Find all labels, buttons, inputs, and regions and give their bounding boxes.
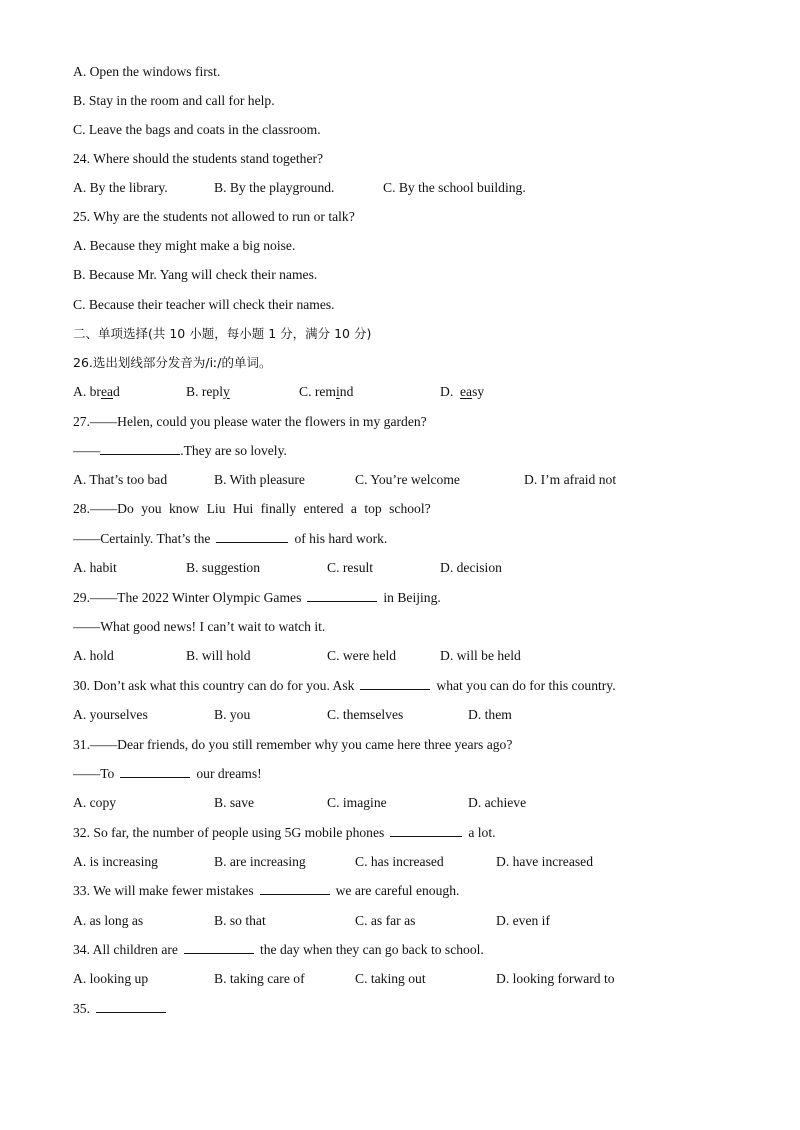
q28-reply: [73, 530, 387, 548]
q32-stem: [73, 824, 496, 842]
q26-b-pre: B. repl: [186, 384, 223, 399]
q32-stem-post: a lot.: [468, 825, 496, 840]
q34-stem-post: the day when they can go back to school.: [259, 942, 484, 957]
q33-option-a: A. as long as: [73, 913, 144, 928]
q31-option-d: D. achieve: [468, 795, 527, 810]
q24-option-b: B. By the playground.: [214, 180, 335, 195]
q34-option-c: C. taking out: [355, 971, 426, 986]
q34-answer-blank[interactable]: [184, 941, 254, 954]
q29-stem: [73, 589, 441, 607]
q27-option-c: C. You’re welcome: [355, 472, 460, 487]
q32-option-b: B. are increasing: [214, 854, 306, 869]
q31-option-b: B. save: [214, 795, 255, 810]
q27-reply-pre: ——: [73, 443, 101, 458]
q31-reply-pre: ——To: [73, 766, 115, 781]
q34-option-d: D. looking forward to: [496, 971, 615, 986]
q35-stem-pre: 35.: [73, 1001, 90, 1016]
q28-reply-pre: ——Certainly. That’s the: [73, 531, 211, 546]
q23-option-c: C. Leave the bags and coats in the classroom.: [73, 122, 321, 137]
q33-stem-post: we are careful enough.: [335, 883, 460, 898]
q28-stem: 28.——Do you know Liu Hui finally entered a top school?: [73, 501, 431, 516]
q35-answer-blank[interactable]: [96, 1000, 166, 1013]
q26-c-underlined: i: [336, 384, 340, 399]
q30-option-c: C. themselves: [327, 707, 404, 722]
q30-stem: [73, 677, 616, 695]
q24-stem: 24. Where should the students stand together?: [73, 151, 324, 166]
q34-option-b: B. taking care of: [214, 971, 305, 986]
q34-stem-pre: 34. All children are: [73, 942, 178, 957]
q26-b-underlined: y: [223, 384, 230, 399]
q26-d-underlined: ea: [460, 384, 473, 399]
q25-option-b: B. Because Mr. Yang will check their names.: [73, 267, 318, 282]
q26-a-pre: A. br: [73, 384, 101, 399]
q27-option-b: B. With pleasure: [214, 472, 305, 487]
q30-option-b: B. you: [214, 707, 251, 722]
q27-reply: [73, 442, 287, 460]
q28-option-b: B. suggestion: [186, 560, 261, 575]
q31-answer-blank[interactable]: [120, 765, 190, 778]
q26-option-d: [440, 383, 484, 401]
q34-stem: [73, 941, 484, 959]
q29-option-b: B. will hold: [186, 648, 251, 663]
q30-stem-pre: 30. Don’t ask what this country can do for you. Ask: [73, 678, 355, 693]
q26-option-c: [299, 383, 353, 401]
q28-option-a: A. habit: [73, 560, 117, 575]
q29-stem-post: in Beijing.: [383, 590, 441, 605]
q30-option-a: A. yourselves: [73, 707, 148, 722]
q27-option-a: A. That’s too bad: [73, 472, 168, 487]
q28-reply-post: of his hard work.: [294, 531, 388, 546]
q25-option-c: C. Because their teacher will check their names.: [73, 297, 335, 312]
q26-c-pre: C. rem: [299, 384, 336, 399]
q31-reply: [73, 765, 262, 783]
q33-stem-pre: 33. We will make fewer mistakes: [73, 883, 254, 898]
q31-reply-post: our dreams!: [196, 766, 262, 781]
q27-stem: 27.——Helen, could you please water the flowers in my garden?: [73, 414, 427, 429]
q32-option-c: C. has increased: [355, 854, 444, 869]
q29-option-d: D. will be held: [440, 648, 521, 663]
q28-answer-blank[interactable]: [216, 530, 288, 543]
q34-option-a: A. looking up: [73, 971, 149, 986]
q28-option-c: C. result: [327, 560, 374, 575]
q33-option-b: B. so that: [214, 913, 266, 928]
q33-stem: [73, 882, 459, 900]
q33-option-d: D. even if: [496, 913, 550, 928]
q23-option-b: B. Stay in the room and call for help.: [73, 93, 275, 108]
q29-option-c: C. were held: [327, 648, 397, 663]
q32-option-a: A. is increasing: [73, 854, 158, 869]
q25-stem: 25. Why are the students not allowed to run or talk?: [73, 209, 355, 224]
q31-stem: 31.——Dear friends, do you still remember why you came here three years ago?: [73, 737, 513, 752]
q29-answer-blank[interactable]: [307, 589, 377, 602]
q32-stem-pre: 32. So far, the number of people using 5G mobile phones: [73, 825, 385, 840]
section-title: 二、单项选择(共 10 小题，每小题 1 分，满分 10 分): [73, 326, 372, 341]
q35-stem: [73, 1000, 172, 1018]
q30-option-d: D. them: [468, 707, 512, 722]
q32-option-d: D. have increased: [496, 854, 593, 869]
q29-reply: ——What good news! I can’t wait to watch it.: [73, 619, 326, 634]
q26-option-a: [73, 383, 120, 401]
q26-a-underlined: ea: [100, 384, 114, 399]
q33-option-c: C. as far as: [355, 913, 416, 928]
q26-d-post: sy: [472, 384, 485, 399]
q30-stem-post: what you can do for this country.: [436, 678, 616, 693]
q27-answer-blank[interactable]: [100, 442, 180, 455]
q26-stem: 26.选出划线部分发音为/iː/的单词。: [73, 355, 272, 370]
q26-d-pre: D.: [440, 384, 461, 399]
q25-option-a: A. Because they might make a big noise.: [73, 238, 296, 253]
q27-reply-post: .They are so lovely.: [180, 443, 287, 458]
q31-option-a: A. copy: [73, 795, 117, 810]
q31-option-c: C. imagine: [327, 795, 387, 810]
q30-answer-blank[interactable]: [360, 677, 430, 690]
q26-option-b: [186, 383, 230, 401]
q26-c-post: nd: [339, 384, 354, 399]
q28-option-d: D. decision: [440, 560, 502, 575]
q29-option-a: A. hold: [73, 648, 114, 663]
q33-answer-blank[interactable]: [260, 882, 330, 895]
q32-answer-blank[interactable]: [390, 824, 462, 837]
q23-option-a: A. Open the windows first.: [73, 64, 221, 79]
q27-option-d: D. I’m afraid not: [524, 472, 617, 487]
q24-option-a: A. By the library.: [73, 180, 168, 195]
q29-stem-pre: 29.——The 2022 Winter Olympic Games: [73, 590, 302, 605]
q26-a-post: d: [113, 384, 120, 399]
q24-option-c: C. By the school building.: [383, 180, 526, 195]
